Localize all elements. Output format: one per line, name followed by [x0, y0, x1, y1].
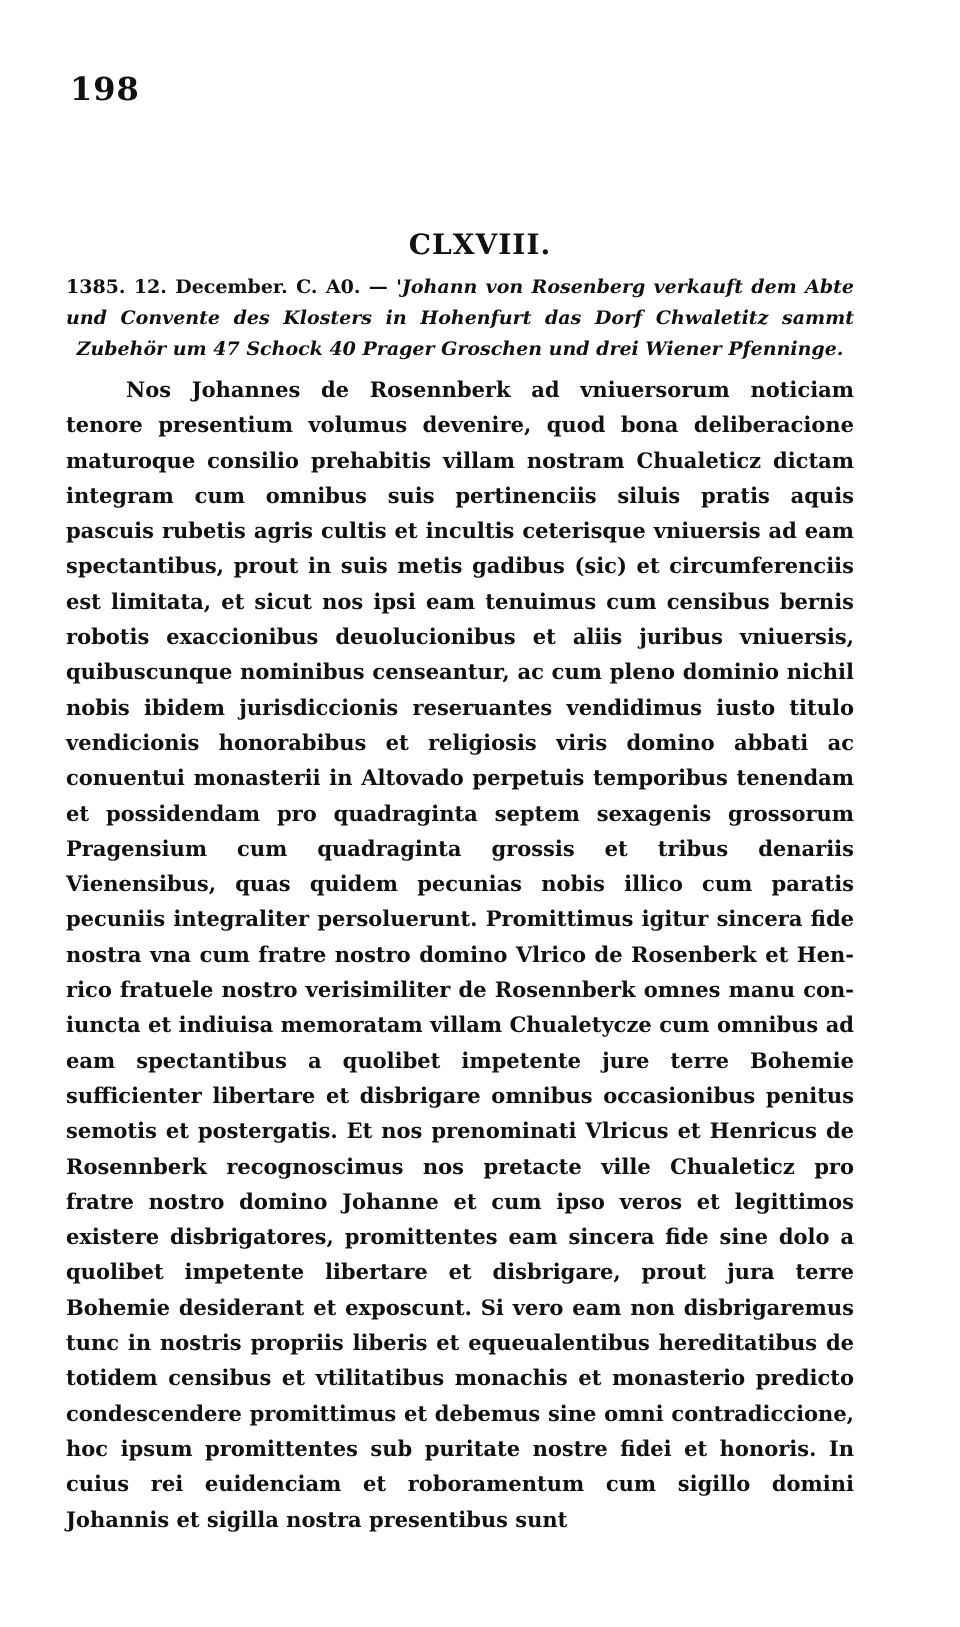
date-line: 1385. 12. December. C. A0. — — [66, 276, 397, 298]
document-body: Nos Johannes de Rosennberk ad vniuersorum noticiam tenore presentium volumus devenire, quod bona deliberacione maturoque consilio prehabitis villam nostram Chualeticz dictam integram cum omnibus suis pertinenciis siluis pratis aquis pascuis rubetis agris cultis et incultis ceterisque vniuersis ad eam spectantibus, prout in suis metis gadibus (sic) et circumferenciis est limitata, et sicut nos ipsi eam tenuimus cum censibus bernis robotis exaccionibus deuolucionibus et aliis juribus vniuersis, quibuscunque nominibus censeantur, ac cum pleno dominio nichil nobis ibidem jurisdiccionis reseruantes vendidimus iusto titulo vendicionis honorabibus et religiosis viris domino abbati ac conuentui monasterii in Altovado perpetuis temporibus tenendam et possidendam pro quadraginta septem sexagenis grossorum Pragensium cum quadraginta grossis et tribus denariis Vienensibus, quas quidem pecunias nobis illico cum paratis pecuniis integraliter persoluerunt. Promittimus igitur sincera fide nostra vna cum fratre nostro domino Vlrico de Rosenberk et Henrico fratuele nostro verisimiliter de Rosennberk omnes manu coniuncta et indiuisa memoratam villam Chualetycze cum omnibus ad eam spectantibus a quolibet impetente jure terre Bohemie sufficienter libertare et disbrigare omnibus occasionibus penitus semotis et postergatis. Et nos prenominati Vlricus et Henricus de Rosennberk recognoscimus nos pretacte ville Chualeticz pro fratre nostro domino Johanne et cum ipso veros et legittimos existere disbrigatores, promittentes eam sincera fide sine dolo a quolibet impetente libertare et disbrigare, prout jura terre Bohemie desiderant et exposcunt. Si vero eam non disbrigaremus tunc in nostris propriis liberis et equeualentibus hereditatibus de totidem censibus et vtilitatibus monachis et monasterio predicto condescendere promittimus et debemus sine omni contradiccione, hoc ipsum promittentes sub puritate nostre fidei et honoris. In cuius rei euidenciam et roboramentum cum sigillo domini Johannis et sigilla nostra presentibus sunt — [66, 377, 854, 1532]
document-summary: 'Johann von Rosenberg verkauft dem Abte und Convente des Klosters in Hohenfurt das Dorf Chwaletitz sammt Zubehör um 47 Schock 40 Prager Groschen und drei Wiener Pfenninge. — [66, 276, 855, 360]
document-heading — [66, 272, 854, 365]
page-number: 198 — [70, 70, 140, 108]
document-number: CLXVIII. — [408, 228, 552, 261]
